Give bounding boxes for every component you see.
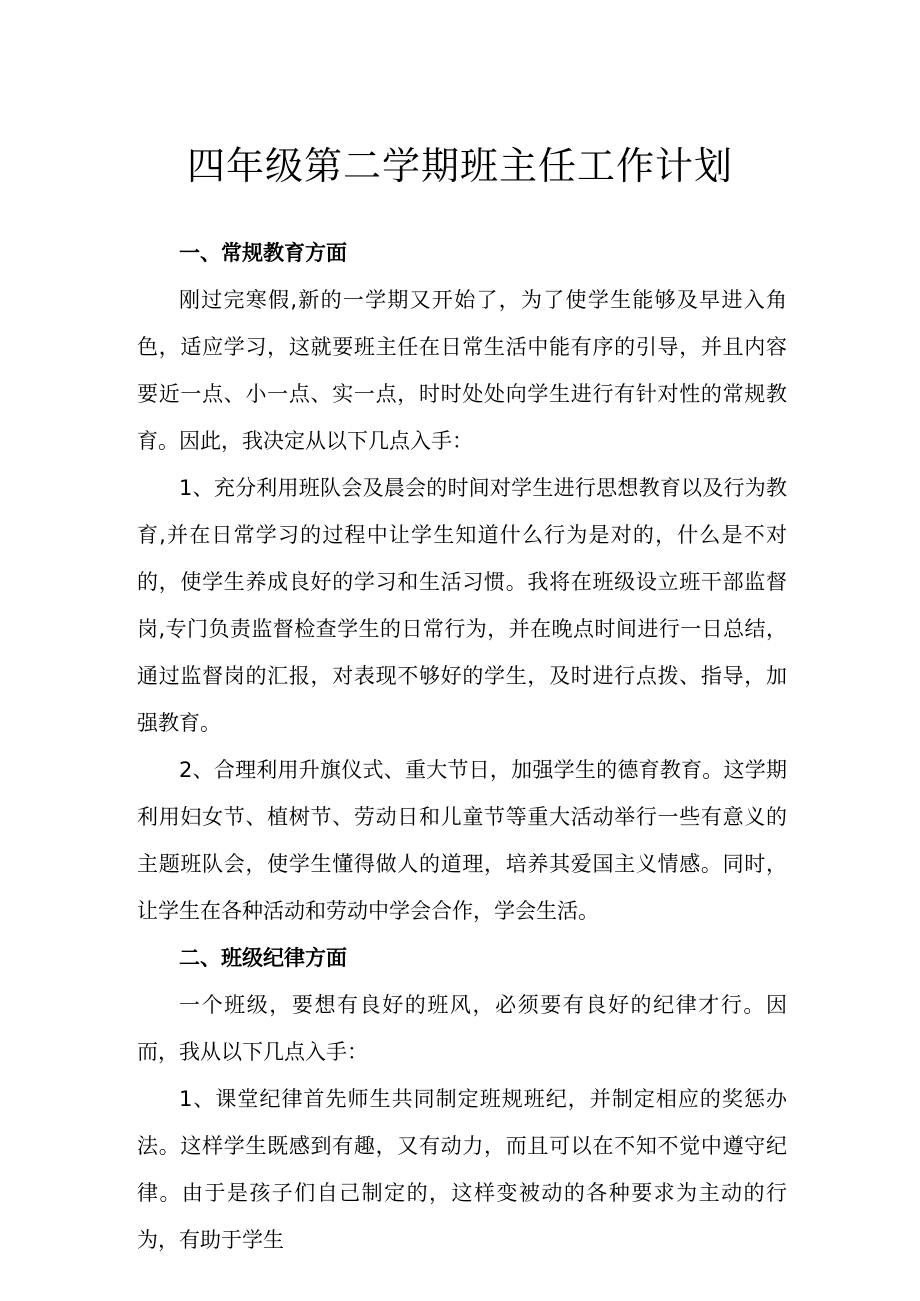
- section-heading: 一、常规教育方面: [179, 241, 347, 265]
- section-routine-education: [137, 230, 787, 935]
- document-title: 四年级第二学期班主任工作计划: [186, 144, 733, 188]
- paragraph: 刚过完寒假,新的一学期又开始了，为了使学生能够及早进入角色，适应学习，这就要班主任在日常生活中能有序的引导，并且内容要近一点、小一点、实一点，时时处处向学生进行有针对性的常规教育。因此，我决定从以下几点入手：: [137, 288, 787, 453]
- paragraph: 1、课堂纪律首先师生共同制定班规班纪，并制定相应的奖惩办法。这样学生既感到有趣，又有动力，而且可以在不知不觉中遵守纪律。由于是孩子们自己制定的，这样变被动的各种要求为主动的行为，有助于学生: [137, 1087, 787, 1252]
- paragraph: 1、充分利用班队会及晨会的时间对学生进行思想教育以及行为教育,并在日常学习的过程中让学生知道什么行为是对的，什么是不对的，使学生养成良好的学习和生活习惯。我将在班级设立班干部监督岗,专门负责监督检查学生的日常行为，并在晚点时间进行一日总结，通过监督岗的汇报，对表现不够好的学生，及时进行点拨、指导，加强教育。: [137, 476, 787, 735]
- section-class-discipline: [137, 935, 787, 1264]
- paragraph: 一个班级，要想有良好的班风，必须要有良好的纪律才行。因而，我从以下几点入手：: [137, 993, 787, 1064]
- document-body: [137, 230, 787, 1264]
- paragraph: 2、合理利用升旗仪式、重大节日，加强学生的德育教育。这学期利用妇女节、植树节、劳动日和儿童节等重大活动举行一些有意义的主题班队会，使学生懂得做人的道理，培养其爱国主义情感。同时，让学生在各种活动和劳动中学会合作，学会生活。: [137, 758, 787, 923]
- section-heading: 二、班级纪律方面: [179, 946, 347, 970]
